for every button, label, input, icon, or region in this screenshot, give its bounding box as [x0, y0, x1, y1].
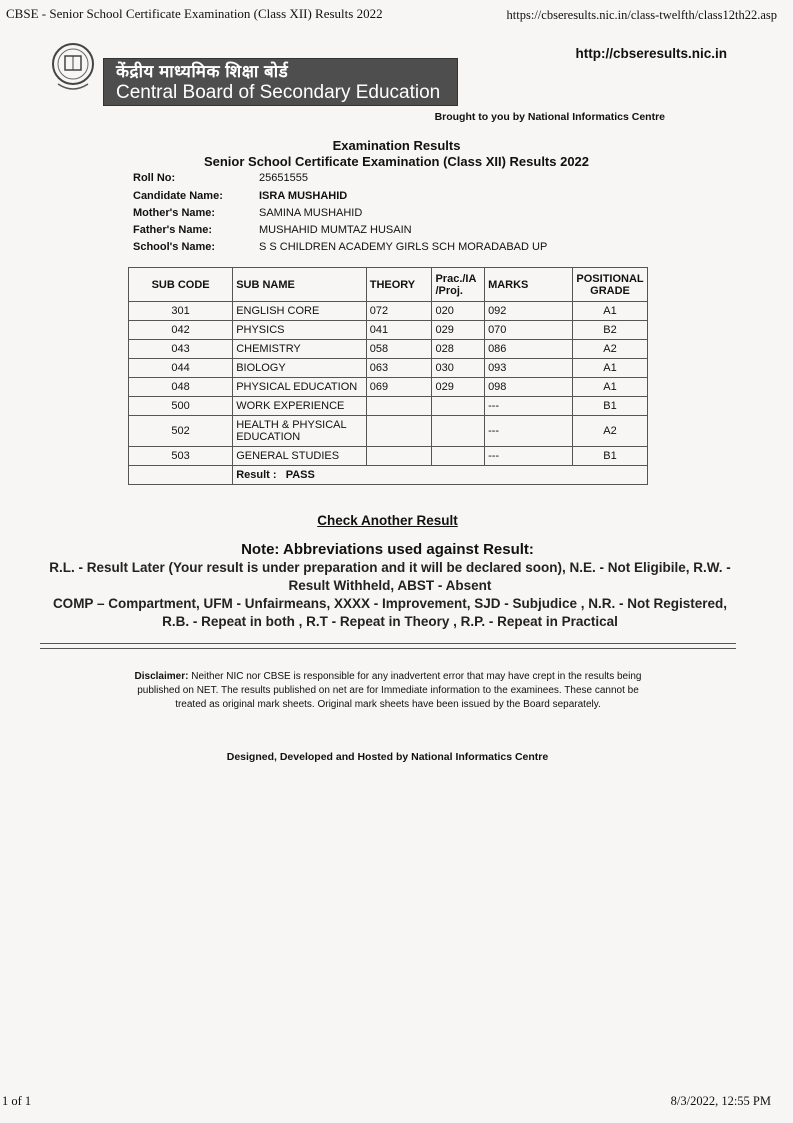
grade-cell: A1: [573, 359, 648, 378]
school-name-value: S S CHILDREN ACADEMY GIRLS SCH MORADABAD UP: [259, 241, 548, 253]
disclaimer: [128, 670, 648, 712]
candidate-name-value: ISRA MUSHAHID: [259, 190, 348, 202]
candidate-name-label: Candidate Name:: [133, 190, 223, 202]
school-name-label: School's Name:: [133, 241, 216, 253]
sub-name-cell: PHYSICAL EDUCATION: [233, 378, 367, 397]
theory-cell: 069: [366, 378, 432, 397]
header-sub-name: SUB NAME: [233, 268, 367, 302]
sub-name-cell: BIOLOGY: [233, 359, 367, 378]
abbreviations-heading: Note: Abbreviations used against Result:: [241, 541, 534, 558]
father-name-label: Father's Name:: [133, 224, 213, 236]
theory-cell: [366, 416, 432, 447]
emblem-icon: [50, 40, 96, 96]
abbreviations-line-2: COMP – Compartment, UFM - Unfairmeans, XXXX - Improvement, SJD - Subjudice , N.R. - Not Registered, R.B. - Repeat in both , R.T - Repeat in Theory , R.P. - Repeat in Practical: [52, 596, 728, 629]
cbse-banner: [103, 58, 458, 106]
header-theory: THEORY: [366, 268, 432, 302]
prac-cell: [432, 397, 485, 416]
prac-cell: 028: [432, 340, 485, 359]
divider: [40, 643, 736, 644]
marks-cell: 092: [485, 302, 573, 321]
cbse-emblem-logo: [50, 40, 96, 96]
designed-by-text: Designed, Developed and Hosted by National Informatics Centre: [226, 751, 549, 763]
sub-code-cell: 500: [129, 397, 233, 416]
marks-cell: 093: [485, 359, 573, 378]
marks-cell: ---: [485, 397, 573, 416]
sub-name-cell: CHEMISTRY: [233, 340, 367, 359]
grade-cell: A1: [573, 302, 648, 321]
marks-cell: 098: [485, 378, 573, 397]
table-row: [129, 416, 648, 447]
prac-cell: 020: [432, 302, 485, 321]
theory-cell: [366, 397, 432, 416]
results-table: [128, 267, 648, 485]
result-label: Result :: [236, 469, 277, 481]
theory-cell: [366, 447, 432, 466]
table-header-row: [129, 268, 648, 302]
header-prac: Prac./IA /Proj.: [432, 268, 485, 302]
disclaimer-label: Disclaimer:: [134, 671, 189, 682]
sub-code-cell: 043: [129, 340, 233, 359]
marks-cell: 070: [485, 321, 573, 340]
prac-cell: 029: [432, 378, 485, 397]
check-another-result-link[interactable]: Check Another Result: [317, 513, 458, 528]
mother-name-label: Mother's Name:: [133, 207, 216, 219]
theory-cell: 063: [366, 359, 432, 378]
disclaimer-text: Neither NIC nor CBSE is responsible for any inadvertent error that may have crept in the results being published on NET. The results published on net are for Immediate information to the examinees. These cannot be treated as original mark sheets. Original mark sheets have been issued by the Board separately.: [137, 671, 642, 710]
sub-name-cell: WORK EXPERIENCE: [233, 397, 367, 416]
print-page-url: https://cbseresults.nic.in/class-twelfth/class12th22.asp: [506, 8, 777, 22]
sub-name-cell: ENGLISH CORE: [233, 302, 367, 321]
grade-cell: B2: [573, 321, 648, 340]
divider: [40, 648, 736, 649]
print-page-title: CBSE - Senior School Certificate Examination (Class XII) Results 2022: [6, 6, 383, 21]
sub-name-cell: PHYSICS: [233, 321, 367, 340]
grade-cell: A1: [573, 378, 648, 397]
print-datetime: 8/3/2022, 12:55 PM: [670, 1094, 771, 1108]
result-row: [129, 466, 648, 485]
prac-cell: 029: [432, 321, 485, 340]
result-cell: [233, 466, 648, 485]
mother-name-value: SAMINA MUSHAHID: [259, 207, 363, 219]
grade-cell: B1: [573, 397, 648, 416]
table-row: [129, 378, 648, 397]
marks-cell: ---: [485, 447, 573, 466]
grade-cell: A2: [573, 416, 648, 447]
abbreviations-line-1: R.L. - Result Later (Your result is under preparation and it will be declared soon), N.E. - Not Eligibile, R.W. - Result Withheld, ABST - Absent: [49, 560, 731, 593]
table-row: [129, 359, 648, 378]
roll-value: 25651555: [259, 172, 308, 184]
sub-code-cell: 503: [129, 447, 233, 466]
result-value: PASS: [285, 469, 315, 481]
table-row: [129, 397, 648, 416]
result-empty-cell: [129, 466, 233, 485]
sub-name-cell: HEALTH & PHYSICAL EDUCATION: [233, 416, 367, 447]
banner-english-text: Central Board of Secondary Education: [116, 82, 441, 103]
banner-hindi-text: केंद्रीय माध्यमिक शिक्षा बोर्ड: [116, 62, 289, 81]
marks-cell: 086: [485, 340, 573, 359]
table-row: [129, 321, 648, 340]
prac-cell: [432, 416, 485, 447]
abbreviations-text: [40, 559, 740, 631]
header-sub-code: SUB CODE: [129, 268, 233, 302]
theory-cell: 058: [366, 340, 432, 359]
sub-code-cell: 502: [129, 416, 233, 447]
table-row: [129, 340, 648, 359]
father-name-value: MUSHAHID MUMTAZ HUSAIN: [259, 224, 412, 236]
brought-by-text: Brought to you by National Informatics Centre: [434, 111, 665, 123]
theory-cell: 072: [366, 302, 432, 321]
theory-cell: 041: [366, 321, 432, 340]
sub-code-cell: 301: [129, 302, 233, 321]
sub-code-cell: 044: [129, 359, 233, 378]
sub-code-cell: 048: [129, 378, 233, 397]
grade-cell: A2: [573, 340, 648, 359]
prac-cell: [432, 447, 485, 466]
print-page-number: 1 of 1: [2, 1094, 32, 1108]
grade-cell: B1: [573, 447, 648, 466]
header-grade: POSITIONAL GRADE: [573, 268, 648, 302]
roll-label: Roll No:: [133, 172, 176, 184]
marks-cell: ---: [485, 416, 573, 447]
page-title: Examination Results: [332, 138, 461, 153]
table-row: [129, 447, 648, 466]
prac-cell: 030: [432, 359, 485, 378]
header-marks: MARKS: [485, 268, 573, 302]
page-subtitle: Senior School Certificate Examination (Class XII) Results 2022: [203, 154, 590, 169]
site-url[interactable]: http://cbseresults.nic.in: [575, 46, 727, 61]
sub-code-cell: 042: [129, 321, 233, 340]
sub-name-cell: GENERAL STUDIES: [233, 447, 367, 466]
table-row: [129, 302, 648, 321]
